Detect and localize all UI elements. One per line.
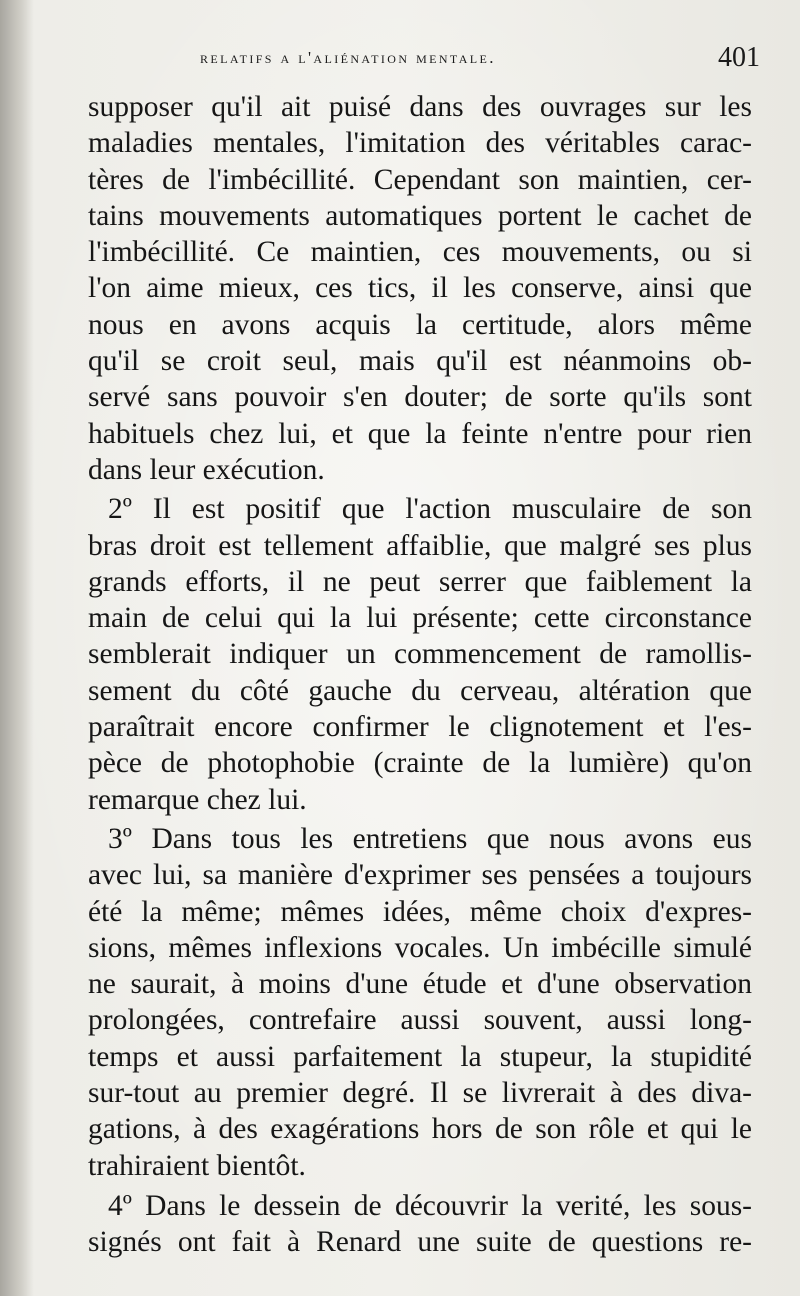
page-number: 401 xyxy=(718,42,760,73)
text-line: 4º Dans le dessein de découvrir la verité, les sous- xyxy=(108,1189,752,1222)
text-line: trahiraient bientôt. xyxy=(88,1149,306,1182)
text-line: remarque chez lui. xyxy=(88,783,307,816)
text-line: avec lui, sa manière d'exprimer ses pensées a toujours xyxy=(88,859,752,892)
paragraph xyxy=(88,491,752,818)
text-line: sement du côté gauche du cerveau, altération que xyxy=(88,674,752,707)
text-line: maladies mentales, l'imitation des véritables carac- xyxy=(88,127,752,160)
text-line: supposer qu'il ait puisé dans des ouvrages sur les xyxy=(88,91,752,123)
text-line: semblerait indiquer un commencement de ramollis- xyxy=(88,638,752,671)
text-line: temps et aussi parfaitement la stupeur, la stupidité xyxy=(88,1040,752,1073)
text-line: tains mouvements automatiques portent le cachet de xyxy=(88,199,752,232)
text-line: sions, mêmes inflexions vocales. Un imbécille simulé xyxy=(88,931,752,964)
running-title: relatifs a l'aliénation mentale. xyxy=(200,48,496,67)
page-gutter-shadow xyxy=(0,0,34,1296)
text-line: bras droit est tellement affaiblie, que malgré ses plus xyxy=(88,529,752,562)
text-line: prolongées, contrefaire aussi souvent, aussi long- xyxy=(88,1004,752,1037)
text-line: l'imbécillité. Ce maintien, ces mouvements, ou si xyxy=(88,236,752,269)
text-line: nous en avons acquis la certitude, alors même xyxy=(88,308,752,341)
text-line: gations, à des exagérations hors de son rôle et qui le xyxy=(88,1113,752,1146)
text-line: dans leur exécution. xyxy=(88,453,325,486)
paragraph xyxy=(88,821,752,1184)
text-line: signés ont fait à Renard une suite de questions re- xyxy=(88,1226,752,1259)
body-text xyxy=(88,89,752,1261)
text-line: ne saurait, à moins d'une étude et d'une observation xyxy=(88,968,752,1001)
text-line: paraîtrait encore confirmer le clignotement et l'es- xyxy=(88,711,752,744)
text-line: pèce de photophobie (crainte de la lumière) qu'on xyxy=(88,747,752,780)
page-header xyxy=(200,42,760,82)
text-line: sur-tout au premier degré. Il se livrerait à des diva- xyxy=(88,1077,752,1110)
text-line: habituels chez lui, et que la feinte n'entre pour rien xyxy=(88,417,752,450)
text-line: servé sans pouvoir s'en douter; de sorte qu'ils sont xyxy=(88,381,752,414)
text-line: grands efforts, il ne peut serrer que faiblement la xyxy=(88,565,752,598)
text-line: tères de l'imbécillité. Cependant son maintien, cer- xyxy=(88,163,752,196)
text-line: 3º Dans tous les entretiens que nous avons eus xyxy=(108,822,752,855)
paragraph xyxy=(88,1188,752,1261)
paragraph xyxy=(88,89,752,488)
text-line: 2º Il est positif que l'action musculaire de son xyxy=(108,493,752,526)
text-line: été la même; mêmes idées, même choix d'expres- xyxy=(88,895,752,928)
text-line: l'on aime mieux, ces tics, il les conserve, ainsi que xyxy=(88,272,752,305)
text-line: qu'il se croit seul, mais qu'il est néanmoins ob- xyxy=(88,345,752,378)
text-line: main de celui qui la lui présente; cette circonstance xyxy=(88,602,752,635)
